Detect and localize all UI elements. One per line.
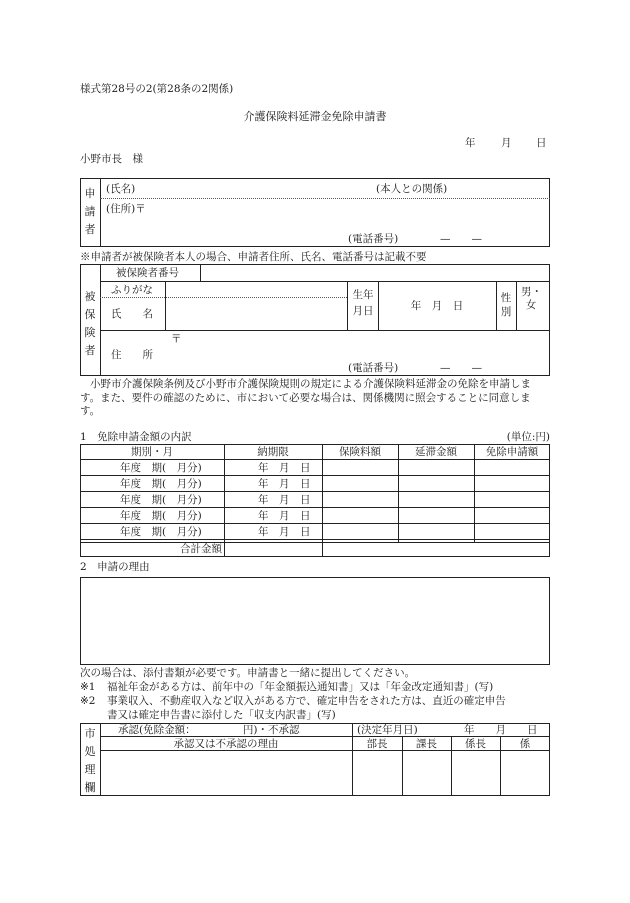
applicant-note: ※申請者が被保険者本人の場合、申請者住所、氏名、電話番号は記載不要 — [80, 251, 427, 263]
note1-text: 福祉年金がある方は、前年中の「年金額振込通知書」又は「年金改定通知書」(写) — [107, 681, 494, 693]
col-header-premium: 保険料額 — [339, 446, 381, 458]
total-label: 合計金額 — [180, 543, 222, 555]
insured-phone-field[interactable]: (電話番号) — [348, 362, 399, 374]
col-header-late-fee: 延滞金額 — [415, 446, 457, 458]
decision-date-field[interactable]: 年 月 日 — [464, 724, 538, 736]
date-year-label: 年 — [465, 137, 476, 149]
reason-label: 承認又は不承認の理由 — [173, 738, 279, 750]
table-row-period[interactable]: 年度 期( 月分) — [120, 526, 202, 538]
stamp-section-chief: 課長 — [416, 738, 437, 750]
applicant-label: 申請者 — [84, 187, 96, 236]
applicant-name-field[interactable]: (氏名) — [106, 183, 136, 195]
insured-name-field[interactable] — [170, 302, 340, 326]
table-row-deadline[interactable]: 年 月 日 — [258, 478, 311, 490]
applicant-address-field[interactable]: (住所)〒 — [106, 203, 146, 215]
reason-field[interactable] — [80, 577, 550, 665]
insured-address-label: 住 所 — [111, 349, 153, 361]
decision-date-label: (決定年月日) — [357, 724, 418, 736]
birth-date-label: 生年月日 — [352, 289, 374, 317]
note2-text-line2: 書又は確定申告書に添付した「収支内訳書」(写) — [107, 709, 336, 721]
col-header-exemption: 免除申請額 — [485, 446, 539, 458]
table-row-period[interactable]: 年度 期( 月分) — [120, 494, 202, 506]
consent-text: 小野市介護保険条例及び小野市介護保険規則の規定による介護保険料延滞金の免除を申請します。また、要件の確認のために、市において必要な場合は、関係機関に照会することに同意します。 — [80, 378, 531, 417]
addressee: 小野市長 様 — [80, 153, 143, 165]
date-month-label: 月 — [501, 137, 512, 149]
table-row-period[interactable]: 年度 期( 月分) — [120, 510, 202, 522]
table-row-deadline[interactable]: 年 月 日 — [258, 526, 311, 538]
col-header-deadline: 納期限 — [257, 446, 289, 458]
unit-label: (単位:円) — [506, 431, 550, 443]
date-day-label: 日 — [536, 137, 547, 149]
table-row-deadline[interactable]: 年 月 日 — [258, 494, 311, 506]
section2-heading: 2 申請の理由 — [80, 561, 150, 573]
form-number: 様式第28号の2(第28条の2関係) — [80, 83, 234, 95]
table-row-deadline[interactable]: 年 月 日 — [258, 510, 311, 522]
furigana-field[interactable] — [170, 284, 340, 296]
office-label: 市処理欄 — [84, 727, 96, 794]
applicant-relation-field[interactable]: (本人との関係) — [376, 183, 448, 195]
insured-number-label: 被保険者番号 — [116, 267, 179, 279]
total-amount-field[interactable] — [326, 543, 546, 555]
note2-text-line1: 事業収入、不動産収入など収入がある方で、確定申告をされた方は、直近の確定申告 — [107, 695, 506, 707]
postal-mark: 〒 — [171, 333, 182, 345]
stamp-box-director[interactable] — [356, 754, 398, 792]
furigana-label: ふりがな — [111, 284, 153, 296]
section1-heading: 1 免除申請金額の内訳 — [80, 431, 192, 443]
office-reason-field[interactable] — [104, 754, 348, 792]
stamp-box-subsection-chief[interactable] — [454, 754, 496, 792]
col-header-period: 期別・月 — [131, 446, 173, 458]
note1-mark: ※1 — [80, 681, 96, 693]
note2-mark: ※2 — [80, 695, 96, 707]
stamp-box-staff[interactable] — [503, 754, 545, 792]
insured-name-label: 氏 名 — [111, 308, 153, 320]
insured-phone-dash: — — — [440, 362, 482, 374]
table-row-deadline[interactable]: 年 月 日 — [258, 462, 311, 474]
insured-number-field[interactable] — [210, 267, 540, 279]
stamp-staff: 係 — [519, 738, 531, 750]
form-title: 介護保険料延滞金免除申請書 — [243, 110, 387, 123]
applicant-phone-dash: — — — [440, 233, 482, 245]
sex-selector[interactable]: 男・女 — [521, 286, 542, 311]
approval-field[interactable]: 承認(免除金額： 円)・不承認 — [118, 724, 300, 736]
applicant-phone-field[interactable]: (電話番号) — [348, 233, 399, 245]
stamp-director: 部長 — [366, 738, 388, 750]
table-row-period[interactable]: 年度 期( 月分) — [120, 462, 202, 474]
stamp-subsection-chief: 係長 — [465, 738, 486, 750]
sex-label: 性別 — [500, 292, 512, 318]
attachments-intro: 次の場合は、添付書類が必要です。申請書と一緒に提出してください。 — [80, 667, 416, 679]
stamp-box-section-chief[interactable] — [405, 754, 447, 792]
birth-date-field[interactable]: 年 月 日 — [410, 300, 464, 312]
insured-label: 被保険者 — [84, 290, 96, 357]
table-row-period[interactable]: 年度 期( 月分) — [120, 478, 202, 490]
